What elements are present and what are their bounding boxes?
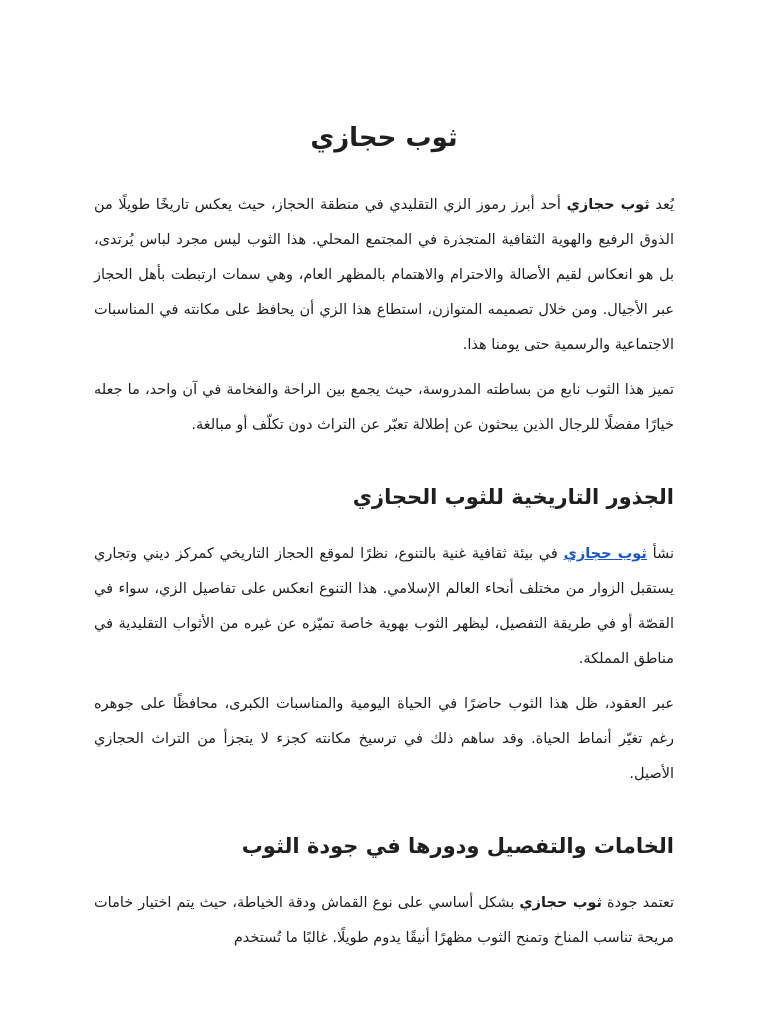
materials-p1-pre: تعتمد جودة <box>601 895 674 911</box>
intro-p1-pre: يُعد <box>649 197 675 213</box>
intro-p1-post: أحد أبرز رموز الزي التقليدي في منطقة الحجاز، حيث يعكس تاريخًا طويلًا من الذوق الرفيع والهوية الثقافية المتجذرة في المجتمع المحلي. هذا الثوب ليس مجرد لباس يُرتدى، بل هو انعكاس لقيم الأصالة والاحترام والاهتمام بالمظهر العام، وهي سمات ارتبطت بأهل الحجاز عبر الأجيال. ومن خلال تصميمه المتوازن، استطاع هذا الزي أن يحافظ على مكانته في المناسبات الاجتماعية والرسمية حتى يومنا هذا. <box>94 197 674 353</box>
history-p1-pre: نشأ <box>646 546 674 562</box>
materials-paragraph-1 <box>94 886 674 956</box>
intro-paragraph-1 <box>94 188 674 363</box>
intro-p1-bold-term: ثوب حجازي <box>566 197 650 213</box>
thobe-hijazi-link[interactable]: ثوب حجازي <box>563 546 647 562</box>
history-paragraph-2: عبر العقود، ظل هذا الثوب حاضرًا في الحياة اليومية والمناسبات الكبرى، محافظًا على جوهره رغم تغيّر أنماط الحياة. وقد ساهم ذلك في ترسيخ مكانته كجزء لا يتجزأ من التراث الحجازي الأصيل. <box>94 696 674 782</box>
section-heading-history: الجذور التاريخية للثوب الحجازي <box>352 485 674 509</box>
page-title: ثوب حجازي <box>310 123 458 153</box>
materials-p1-bold-term: ثوب حجازي <box>519 895 602 911</box>
intro-paragraph-2: تميز هذا الثوب نابع من بساطته المدروسة، حيث يجمع بين الراحة والفخامة في آن واحد، ما جعله خيارًا مفضلًا للرجال الذين يبحثون عن إطلالة تعبّر عن التراث دون تكلّف أو مبالغة. <box>94 382 674 433</box>
history-p1-post: في بيئة ثقافية غنية بالتنوع، نظرًا لموقع الحجاز التاريخي كمركز ديني وتجاري يستقبل الزوار من مختلف أنحاء العالم الإسلامي. هذا التنوع انعكس على تفاصيل الزي، سواء في القصّة أو في طريقة التفصيل، ليظهر الثوب بهوية خاصة تميّزه عن غيره من الأثواب التقليدية في مناطق المملكة. <box>94 546 674 667</box>
history-paragraph-1 <box>94 537 674 677</box>
section-heading-materials: الخامات والتفصيل ودورها في جودة الثوب <box>241 834 674 858</box>
materials-p1-post: بشكل أساسي على نوع القماش ودقة الخياطة، حيث يتم اختيار خامات مريحة تناسب المناخ وتمنح الثوب مظهرًا أنيقًا يدوم طويلًا. غالبًا ما تُستخدم <box>94 895 674 946</box>
